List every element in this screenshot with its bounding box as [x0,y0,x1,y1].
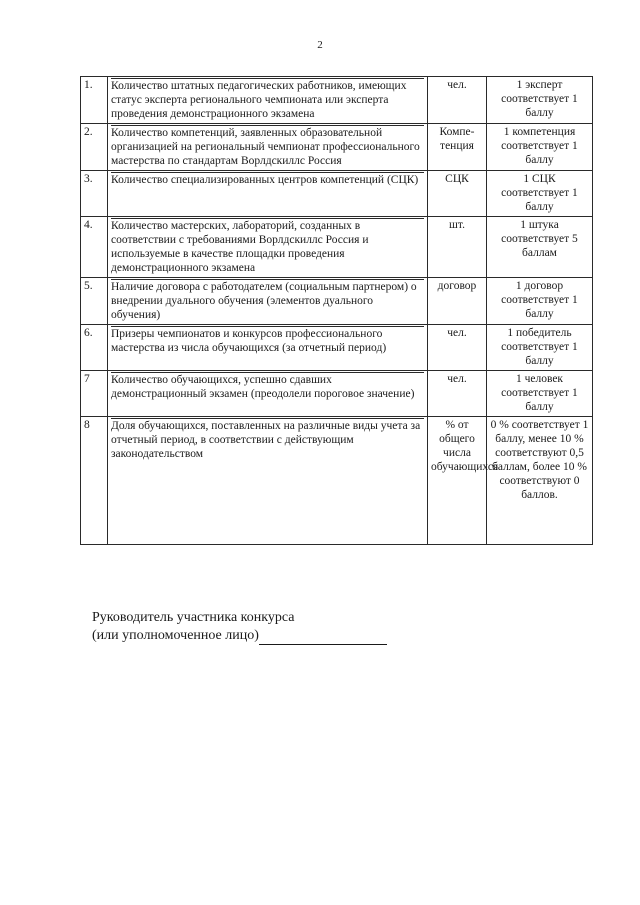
table-row [81,325,593,371]
criteria-table [80,76,593,545]
row-number: 4. [81,217,108,278]
score-cell: 1 договор соответствует 1 баллу [487,278,593,325]
score-cell: 1 СЦК соответствует 1 баллу [487,171,593,217]
criterion-name: Доля обучающихся, поставленных на различные виды учета за отчетный период, в соответствии с действующим законодательством [108,417,428,545]
table-row [81,371,593,417]
page-number: 2 [317,39,323,51]
unit-cell: договор [428,278,487,325]
signature-label: (или уполномоченное лицо) [92,628,259,643]
row-number: 8 [81,417,108,545]
score-cell: 1 победитель соответствует 1 баллу [487,325,593,371]
unit-cell: % от общего числа обучающихся [428,417,487,545]
row-number: 7 [81,371,108,417]
criterion-name: Количество штатных педагогических работников, имеющих статус эксперта регионального чемпионата или эксперта проведения демонстрационного экзамена [108,77,428,124]
row-number: 3. [81,171,108,217]
unit-cell: СЦК [428,171,487,217]
row-number: 5. [81,278,108,325]
table-row [81,124,593,171]
score-cell: 1 эксперт соответствует 1 баллу [487,77,593,124]
criterion-name: Количество компетенций, заявленных образовательной организацией на региональный чемпионат профессионального мастерства по стандартам Ворлдскиллс Россия [108,124,428,171]
unit-cell: Компе-тенция [428,124,487,171]
row-number: 2. [81,124,108,171]
unit-cell: шт. [428,217,487,278]
criterion-name: Количество специализированных центров компетенций (СЦК) [108,171,428,217]
score-cell: 1 штука соответствует 5 баллам [487,217,593,278]
row-number: 1. [81,77,108,124]
unit-cell: чел. [428,325,487,371]
criterion-name: Количество мастерских, лабораторий, созданных в соответствии с требованиями Ворлдскиллс Россия и используемые в качестве площадки проведения демонстрационного экзамена [108,217,428,278]
unit-cell: чел. [428,371,487,417]
criterion-name: Призеры чемпионатов и конкурсов профессионального мастерства из числа обучающихся (за отчетный период) [108,325,428,371]
table-row [81,417,593,545]
table-row [81,278,593,325]
table-row [81,77,593,124]
signature-underline [259,630,387,645]
signature-line-2 [92,627,387,645]
score-cell: 0 % соответствует 1 баллу, менее 10 % соответствуют 0,5 баллам, более 10 % соответствуют 0 баллов. [487,417,593,545]
signature-block [92,609,387,645]
signature-line-1: Руководитель участника конкурса [92,610,295,625]
criterion-name: Количество обучающихся, успешно сдавших демонстрационный экзамен (преодолели пороговое значение) [108,371,428,417]
table-row [81,217,593,278]
row-number: 6. [81,325,108,371]
criterion-name: Наличие договора с работодателем (социальным партнером) о внедрении дуального обучения (элементов дуального обучения) [108,278,428,325]
score-cell: 1 компетенция соответствует 1 баллу [487,124,593,171]
score-cell: 1 человек соответствует 1 баллу [487,371,593,417]
table-row [81,171,593,217]
unit-cell: чел. [428,77,487,124]
